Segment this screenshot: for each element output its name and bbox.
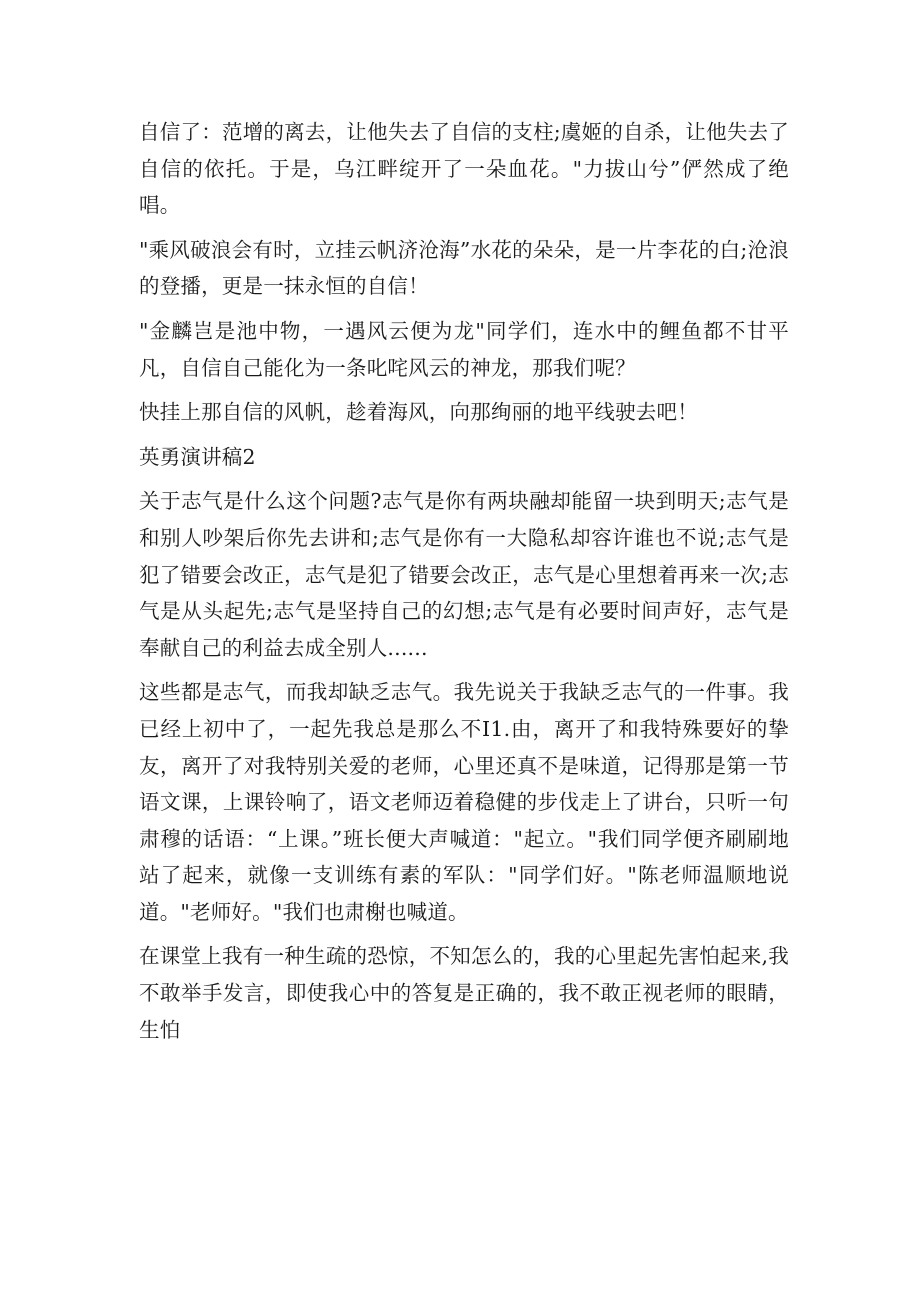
paragraph-spacer: [139, 386, 789, 394]
paragraph-2: "乘风破浪会有时，立挂云帆济沧海”水花的朵朵，是一片李花的白;沧浪的登播，更是一抹永恒的自信！: [139, 237, 789, 299]
paragraph-spacer: [139, 224, 789, 232]
paragraph-spacer: [139, 475, 789, 483]
paragraph-5: 关于志气是什么这个问题?志气是你有两块融却能留一块到明天;志气是和别人吵架后你先去讲和;志气是你有一大隐私却容许谁也不说;志气是犯了错要会改正，志气是犯了错要会改正，志气是心里想着再来一次;志气是从头起先;志气是坚持自己的幻想;志气是有必要时间声好，志气是奉献自己的利益去成全别人......: [139, 489, 789, 660]
section-heading: 英勇演讲稿2: [139, 444, 256, 469]
document-body: [139, 114, 789, 1048]
paragraph-spacer: [139, 431, 789, 439]
paragraph-4: 快挂上那自信的风帆，趁着海风，向那绚丽的地平线驶去吧！: [139, 400, 698, 425]
paragraph-spacer: [139, 930, 789, 938]
paragraph-7: 在课堂上我有一种生疏的恐惊，不知怎么的，我的心里起先害怕起来,我不敢举手发言，即使我心中的答复是正确的，我不敢正视老师的眼睛，生怕: [139, 944, 789, 1042]
paragraph-3: "金麟岂是池中物，一遇风云便为龙"同学们，连水中的鲤鱼都不甘平凡，自信自己能化为一条叱咤风云的神龙，那我们呢？: [139, 318, 789, 380]
paragraph-1: 自信了：范增的离去，让他失去了自信的支柱;虞姬的自杀，让他失去了自信的依托。于是，乌江畔绽开了一朵血花。"力拔山兮”俨然成了绝唱。: [139, 120, 789, 218]
paragraph-6: 这些都是志气，而我却缺乏志气。我先说关于我缺乏志气的一件事。我已经上初中了，一起先我总是那么不I1.由，离开了和我特殊要好的挚友，离开了对我特别关爱的老师，心里还真不是味道，记得那是第一节语文课，上课铃响了，语文老师迈着稳健的步伐走上了讲台，只听一句肃穆的话语：“上课。”班长便大声喊道："起立。"我们同学便齐刷刷地站了起来，就像一支训练有素的军队："同学们好。"陈老师温顺地说道。"老师好。"我们也肃榭也喊道。: [139, 680, 789, 924]
paragraph-spacer: [139, 666, 789, 674]
paragraph-spacer: [139, 305, 789, 313]
